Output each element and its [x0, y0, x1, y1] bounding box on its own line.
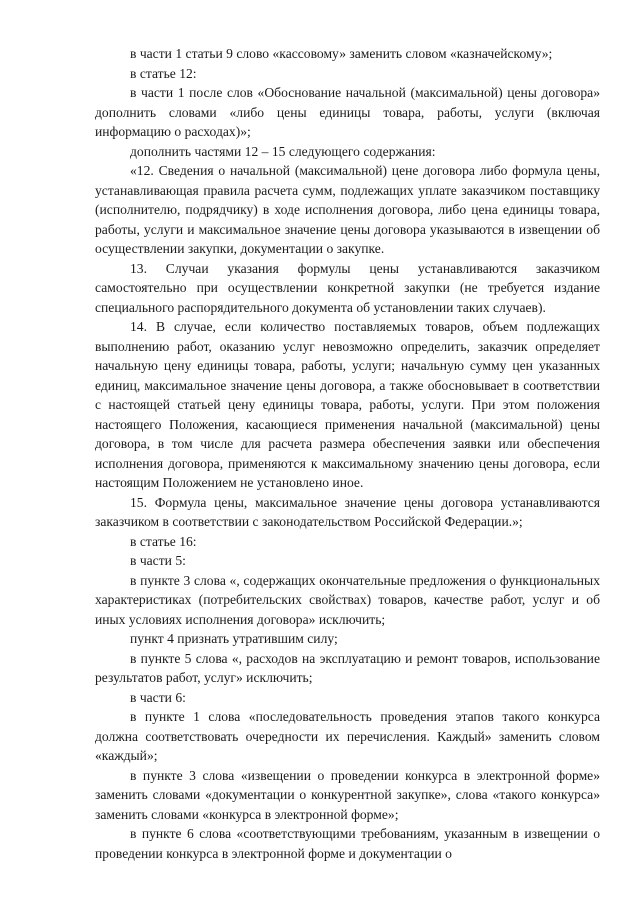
paragraph-art9-part1: в части 1 статьи 9 слово «кассовому» заменить словом «казначейскому»;: [130, 46, 553, 61]
paragraph-art12-heading: в статье 12:: [130, 65, 197, 81]
paragraph-item-13: 13. Случаи указания формулы цены устанавливаются заказчиком самостоятельно при осуществлении конкретной закупки (не требуется издание специального распорядительного документа об установлении таких случаев).: [95, 260, 600, 315]
paragraph-item-14: 14. В случае, если количество поставляемых товаров, объем подлежащих выполнению работ, оказанию услуг невозможно определить, заказчик определяет начальную цену единицы товара, работы, услуги; начальную сумму цен указанных единиц, максимальное значение цены договора, а также обосновывает в соответствии с настоящей статьей цену единицы товара, работы, услуги. При этом положения настоящего Положения, касающиеся применения начальной (максимальной) цены договора, в том числе для расчета размера обеспечения заявки или обеспечения исполнения договора, применяются к максимальному значению цены договора, если настоящим Положением не установлено иное.: [95, 319, 600, 490]
paragraph-add-parts: дополнить частями 12 – 15 следующего содержания:: [130, 143, 436, 159]
paragraph-part5-heading: в части 5:: [130, 553, 186, 568]
paragraph-item-12: «12. Сведения о начальной (максимальной) цене договора либо формула цены, устанавливающая правила расчета сумм, подлежащих уплате заказчиком поставщику (исполнителю, подрядчику) в ходе исполнения договора, либо цена единицы товара, работы, услуги и максимальное значение цены договора указываются в извещении об осуществлении закупки, документации о закупке.: [95, 163, 600, 256]
paragraph-part5-point5: в пункте 5 слова «, расходов на эксплуатацию и ремонт товаров, использование результатов работ, услуг» исключить;: [95, 650, 600, 685]
paragraph-part6-point3: в пункте 3 слова «извещении о проведении конкурса в электронной форме» заменить словами «документации о конкурентной закупке», слова «такого конкурса» заменить словами «конкурса в электронной форме»;: [95, 767, 600, 822]
paragraph-part6-point1: в пункте 1 слова «последовательность проведения этапов такого конкурса должна соответствовать очередности их перечисления. Каждый» заменить словом «каждый»;: [95, 709, 600, 763]
paragraph-item-15: 15. Формула цены, максимальное значение цены договора устанавливаются заказчиком в соответствии с законодательством Российской Федерации.»;: [95, 494, 600, 529]
paragraph-part5-point4: пункт 4 признать утратившим силу;: [130, 631, 338, 646]
paragraph-art12-part1: в части 1 после слов «Обоснование начальной (максимальной) цены договора» дополнить словами «либо цены единицы товара, работы, услуги (включая информацию о расходах)»;: [95, 85, 600, 139]
paragraph-art16-heading: в статье 16:: [130, 533, 197, 549]
paragraph-part6-point6: в пункте 6 слова «соответствующими требованиям, указанным в извещении о проведении конкурса в электронной форме и документации о: [95, 826, 600, 861]
paragraph-part6-heading: в части 6:: [130, 689, 186, 705]
paragraph-part5-point3: в пункте 3 слова «, содержащих окончательные предложения о функциональных характеристиках (потребительских свойствах) товаров, качестве работ, услуг и об иных условиях исполнения договора» исключить;: [95, 572, 600, 627]
